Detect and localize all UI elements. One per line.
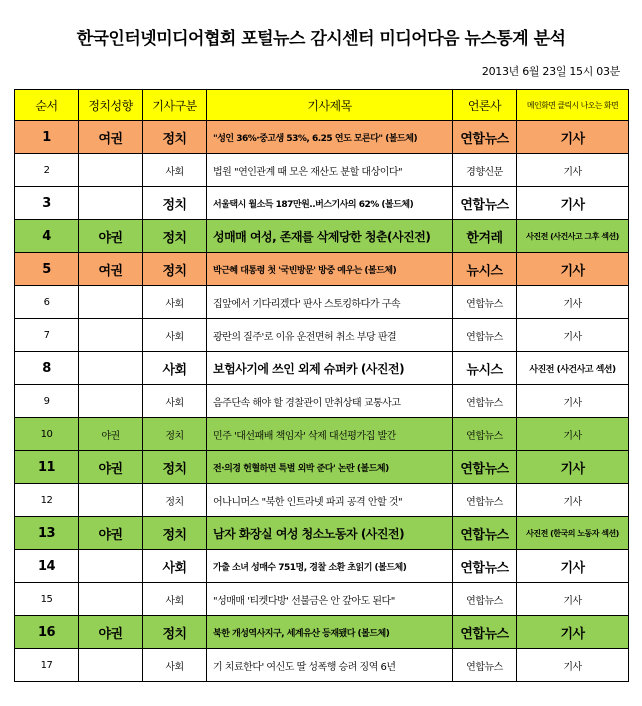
row-screen: 사진전 (사건사고 섹션): [517, 352, 629, 385]
row-no: 2: [15, 154, 79, 187]
row-headline: 성매매 여성, 존재를 삭제당한 청춘(사진전): [207, 220, 453, 253]
row-no: 16: [15, 616, 79, 649]
row-no: 7: [15, 319, 79, 352]
table-row: [15, 121, 629, 154]
row-press: 연합뉴스: [453, 517, 517, 550]
row-no: 8: [15, 352, 79, 385]
row-screen: 기사: [517, 418, 629, 451]
table-row: [15, 319, 629, 352]
table-row: [15, 517, 629, 550]
row-press: 연합뉴스: [453, 649, 517, 682]
row-screen: 기사: [517, 616, 629, 649]
row-headline: 어나니머스 "북한 인트라넷 파괴 공격 안할 것": [207, 484, 453, 517]
row-category: 정치: [143, 253, 207, 286]
table-row: [15, 616, 629, 649]
row-screen: 기사: [517, 550, 629, 583]
row-screen: 기사: [517, 451, 629, 484]
row-press: 뉴시스: [453, 352, 517, 385]
row-no: 5: [15, 253, 79, 286]
row-tendency: 여권: [79, 121, 143, 154]
row-tendency: [79, 352, 143, 385]
row-screen: 기사: [517, 187, 629, 220]
row-no: 17: [15, 649, 79, 682]
table-row: [15, 253, 629, 286]
row-category: 정치: [143, 418, 207, 451]
row-screen: 기사: [517, 286, 629, 319]
row-category: 사회: [143, 385, 207, 418]
table-row: [15, 187, 629, 220]
row-screen: 기사: [517, 154, 629, 187]
row-headline: 기 치료한다' 여신도 딸 성폭행 승려 징역 6년: [207, 649, 453, 682]
row-press: 연합뉴스: [453, 583, 517, 616]
row-screen: 사진전 (사건사고 그후 섹션): [517, 220, 629, 253]
table-row: [15, 352, 629, 385]
table-row: [15, 649, 629, 682]
row-screen: 기사: [517, 385, 629, 418]
table-row: [15, 583, 629, 616]
row-category: 정치: [143, 121, 207, 154]
row-headline: 전·의경 헌혈하면 특별 외박 준다' 논란 (볼드체): [207, 451, 453, 484]
row-tendency: [79, 583, 143, 616]
row-press: 연합뉴스: [453, 550, 517, 583]
report-date: 2013년 6월 23일 15시 03분: [481, 65, 620, 78]
page-title: 한국인터넷미디어협회 포털뉴스 감시센터 미디어다음 뉴스통계 분석: [76, 29, 566, 49]
row-no: 6: [15, 286, 79, 319]
row-headline: "성매매 '티켓다방' 선불금은 안 갚아도 된다": [207, 583, 453, 616]
row-headline: 남자 화장실 여성 청소노동자 (사진전): [207, 517, 453, 550]
row-screen: 기사: [517, 121, 629, 154]
row-press: 연합뉴스: [453, 484, 517, 517]
row-press: 연합뉴스: [453, 187, 517, 220]
row-category: 정치: [143, 517, 207, 550]
row-headline: 북한 개성역사지구, 세계유산 등재됐다 (볼드체): [207, 616, 453, 649]
row-headline: 법원 "연인관계 때 모은 재산도 분할 대상이다": [207, 154, 453, 187]
table-row: [15, 550, 629, 583]
row-no: 15: [15, 583, 79, 616]
row-screen: 기사: [517, 253, 629, 286]
table-header-row: [15, 90, 629, 121]
row-category: 사회: [143, 154, 207, 187]
news-stats-table: [14, 89, 629, 682]
row-tendency: [79, 187, 143, 220]
row-press: 연합뉴스: [453, 451, 517, 484]
row-category: 정치: [143, 616, 207, 649]
row-headline: 광란의 질주'로 이유 운전면허 취소 부당 판결: [207, 319, 453, 352]
row-press: 연합뉴스: [453, 616, 517, 649]
row-press: 연합뉴스: [453, 418, 517, 451]
header-tendency: 정치성향: [79, 90, 143, 121]
row-category: 사회: [143, 352, 207, 385]
row-category: 정치: [143, 187, 207, 220]
row-headline: 음주단속 해야 할 경찰관이 만취상태 교통사고: [207, 385, 453, 418]
table-row: [15, 385, 629, 418]
row-headline: 보험사기에 쓰인 외제 슈퍼카 (사진전): [207, 352, 453, 385]
header-press: 언론사: [453, 90, 517, 121]
row-press: 뉴시스: [453, 253, 517, 286]
row-screen: 기사: [517, 583, 629, 616]
row-press: 경향신문: [453, 154, 517, 187]
row-category: 사회: [143, 550, 207, 583]
row-headline: 박근혜 대통령 첫 '국빈방문' 방중 예우는 (볼드체): [207, 253, 453, 286]
row-headline: 민주 '대선패배 책임자' 삭제 대선평가집 발간: [207, 418, 453, 451]
row-tendency: [79, 484, 143, 517]
row-no: 4: [15, 220, 79, 253]
row-tendency: 여권: [79, 253, 143, 286]
row-headline: "성인 36%·중고생 53%, 6.25 연도 모른다" (볼드체): [207, 121, 453, 154]
row-category: 정치: [143, 484, 207, 517]
row-tendency: 야권: [79, 220, 143, 253]
row-tendency: 야권: [79, 451, 143, 484]
row-category: 정치: [143, 220, 207, 253]
row-tendency: [79, 286, 143, 319]
row-tendency: [79, 649, 143, 682]
row-press: 연합뉴스: [453, 121, 517, 154]
row-tendency: [79, 550, 143, 583]
row-category: 사회: [143, 319, 207, 352]
header-category: 기사구분: [143, 90, 207, 121]
row-category: 사회: [143, 583, 207, 616]
table-row: [15, 451, 629, 484]
row-category: 사회: [143, 286, 207, 319]
row-no: 12: [15, 484, 79, 517]
row-no: 14: [15, 550, 79, 583]
row-tendency: 야권: [79, 517, 143, 550]
row-no: 10: [15, 418, 79, 451]
table-row: [15, 418, 629, 451]
row-screen: 기사: [517, 649, 629, 682]
row-no: 9: [15, 385, 79, 418]
row-no: 3: [15, 187, 79, 220]
row-category: 정치: [143, 451, 207, 484]
row-tendency: [79, 319, 143, 352]
header-headline: 기사제목: [207, 90, 453, 121]
table-row: [15, 286, 629, 319]
row-screen: 기사: [517, 319, 629, 352]
table-row: [15, 154, 629, 187]
row-screen: 사진전 (한국의 노동자 섹션): [517, 517, 629, 550]
row-press: 한겨레: [453, 220, 517, 253]
header-main-screen: 메인화면 클릭시 나오는 화면: [517, 90, 629, 121]
row-category: 사회: [143, 649, 207, 682]
row-press: 연합뉴스: [453, 319, 517, 352]
row-press: 연합뉴스: [453, 286, 517, 319]
row-headline: 가출 소녀 성매수 751명, 경찰 소환 초읽기 (볼드체): [207, 550, 453, 583]
row-tendency: [79, 154, 143, 187]
table-row: [15, 220, 629, 253]
row-press: 연합뉴스: [453, 385, 517, 418]
row-no: 11: [15, 451, 79, 484]
row-no: 13: [15, 517, 79, 550]
row-headline: 서울택시 월소득 187만원..버스기사의 62% (볼드체): [207, 187, 453, 220]
row-tendency: 야권: [79, 418, 143, 451]
table-row: [15, 484, 629, 517]
row-screen: 기사: [517, 484, 629, 517]
row-tendency: 야권: [79, 616, 143, 649]
row-no: 1: [15, 121, 79, 154]
row-headline: 집앞에서 기다리겠다' 판사 스토킹하다가 구속: [207, 286, 453, 319]
header-no: 순서: [15, 90, 79, 121]
row-tendency: [79, 385, 143, 418]
